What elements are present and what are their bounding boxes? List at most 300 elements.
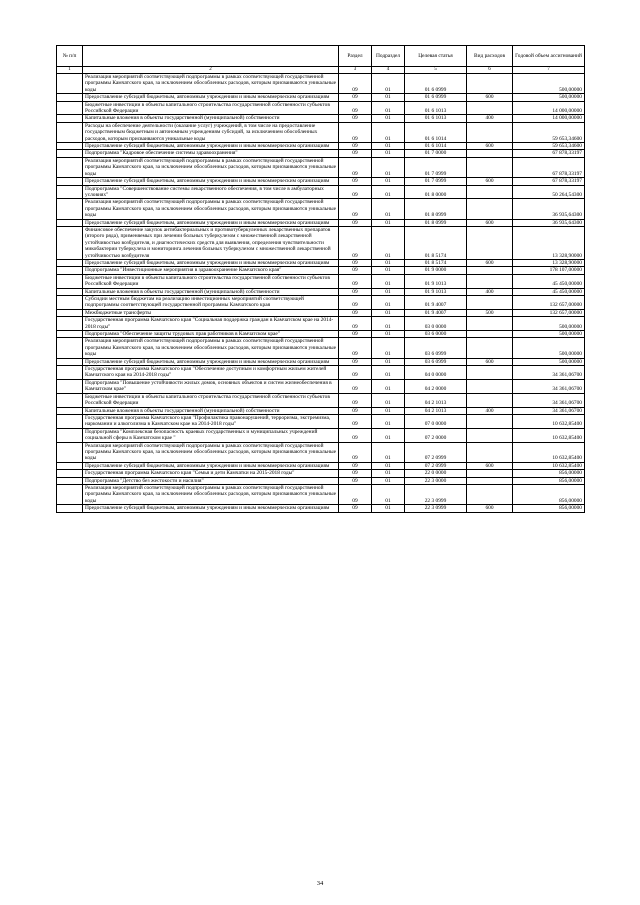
expense-name-cell: Предоставление субсидий бюджетным, автономным учреждениям и иным некоммерческим организациям (83, 259, 339, 266)
table-row (57, 414, 585, 428)
expense-type-cell (467, 101, 513, 115)
annual-volume-cell: 45 450,00000 (513, 274, 585, 288)
row-number-cell (57, 288, 83, 295)
expense-name-cell: Бюджетные инвестиции в объекты капитального строительства государственной собственности субъектов Российской Федерации (83, 101, 339, 115)
col-header-expense-type: Вид расходов (467, 46, 513, 67)
podrazdel-cell: 01 (372, 462, 405, 469)
podrazdel-cell: 01 (372, 157, 405, 177)
expense-name-cell: Реализация мероприятий соответствующей подпрограммы в рамках соответствующей государственной программы Камчатского края, за исключением обособленных расходов, которым присваиваются уникальные коды (83, 442, 339, 462)
expense-name-cell: Предоставление субсидий бюджетным, автономным учреждениям и иным некоммерческим организациям (83, 358, 339, 365)
podrazdel-cell: 01 (372, 94, 405, 101)
row-number-cell (57, 185, 83, 199)
expense-name-cell: Капитальные вложения в объекты государственной (муниципальной) собственности (83, 407, 339, 414)
razdel-cell: 09 (339, 442, 372, 462)
target-article-cell: 03 0 0000 (405, 317, 467, 331)
annual-volume-cell: 500,00000 (513, 331, 585, 338)
annual-volume-cell: 13 328,90000 (513, 226, 585, 259)
razdel-cell: 09 (339, 74, 372, 94)
razdel-cell: 09 (339, 296, 372, 310)
expense-name-cell: Реализация мероприятий соответствующей подпрограммы в рамках соответствующей государственной программы Камчатского края, за исключением обособленных расходов, которым присваиваются уникальные коды (83, 338, 339, 358)
razdel-cell: 09 (339, 338, 372, 358)
annual-volume-cell: 45 450,00000 (513, 288, 585, 295)
expense-type-cell (467, 157, 513, 177)
expense-name-cell: Бюджетные инвестиции в объекты капитального строительства государственной собственности субъектов Российской Федерации (83, 274, 339, 288)
expense-type-cell (467, 379, 513, 393)
target-article-cell: 01 6 1013 (405, 101, 467, 115)
annual-volume-cell: 14 000,00000 (513, 115, 585, 122)
podrazdel-cell: 01 (372, 185, 405, 199)
expense-type-cell (467, 267, 513, 274)
target-article-cell: 01 7 0000 (405, 150, 467, 157)
table-row (57, 178, 585, 185)
podrazdel-cell: 01 (372, 442, 405, 462)
expense-type-cell (467, 366, 513, 380)
row-number-cell (57, 379, 83, 393)
table-row (57, 74, 585, 94)
razdel-cell: 09 (339, 358, 372, 365)
annual-volume-cell: 34 361,06700 (513, 366, 585, 380)
column-number-row (57, 67, 585, 74)
annual-volume-cell: 10 632,85400 (513, 442, 585, 462)
column-number: 4 (372, 67, 405, 74)
razdel-cell: 09 (339, 505, 372, 512)
razdel-cell: 09 (339, 178, 372, 185)
target-article-cell: 03 6 0999 (405, 358, 467, 365)
row-number-cell (57, 484, 83, 504)
annual-volume-cell: 59 653,34600 (513, 122, 585, 142)
expense-name-cell: Реализация мероприятий соответствующей подпрограммы в рамках соответствующей государственной программы Камчатского края, за исключением обособленных расходов, которым присваиваются уникальные коды (83, 74, 339, 94)
razdel-cell: 09 (339, 428, 372, 442)
podrazdel-cell: 01 (372, 428, 405, 442)
table-row (57, 470, 585, 477)
expense-name-cell: Подпрограмма "Кадровое обеспечение системы здравоохранения" (83, 150, 339, 157)
expense-type-cell (467, 74, 513, 94)
podrazdel-cell: 01 (372, 477, 405, 484)
target-article-cell: 22 3 0999 (405, 505, 467, 512)
row-number-cell (57, 274, 83, 288)
podrazdel-cell: 01 (372, 296, 405, 310)
row-number-cell (57, 115, 83, 122)
target-article-cell: 07 2 0999 (405, 462, 467, 469)
row-number-cell (57, 331, 83, 338)
row-number-cell (57, 414, 83, 428)
annual-volume-cell: 132 657,00000 (513, 309, 585, 316)
target-article-cell: 22 0 0000 (405, 470, 467, 477)
expense-type-cell (467, 122, 513, 142)
row-number-cell (57, 358, 83, 365)
table-row (57, 442, 585, 462)
row-number-cell (57, 428, 83, 442)
target-article-cell: 04 2 0000 (405, 379, 467, 393)
razdel-cell: 09 (339, 219, 372, 226)
podrazdel-cell: 01 (372, 379, 405, 393)
table-row (57, 477, 585, 484)
row-number-cell (57, 199, 83, 219)
expense-name-cell: Расходы на обеспечение деятельности (оказание услуг) учреждений, в том числе на предоставление государственным бюджетным и автономным учреждениям субсидий, за исключением обособленных расходов, которым присваиваются уникальные коды (83, 122, 339, 142)
expense-name-cell: Государственная программа Камчатского края "Профилактика правонарушений, терроризма, экстремизма, наркомании и алкоголизма в Камчатском крае на 2014-2018 годы" (83, 414, 339, 428)
row-number-cell (57, 259, 83, 266)
razdel-cell: 09 (339, 199, 372, 219)
col-header-razdel: Раздел (339, 46, 372, 67)
razdel-cell: 09 (339, 274, 372, 288)
annual-volume-cell: 856,00000 (513, 477, 585, 484)
expense-name-cell: Капитальные вложения в объекты государственной (муниципальной) собственности (83, 288, 339, 295)
table-row (57, 505, 585, 512)
razdel-cell: 09 (339, 115, 372, 122)
expense-name-cell: Государственная программа Камчатского края "Социальная поддержка граждан в Камчатском крае на 2014-2018 годы" (83, 317, 339, 331)
target-article-cell: 01 8 0999 (405, 199, 467, 219)
podrazdel-cell: 01 (372, 259, 405, 266)
expense-type-cell (467, 477, 513, 484)
target-article-cell: 01 9 4007 (405, 296, 467, 310)
annual-volume-cell: 856,00000 (513, 505, 585, 512)
row-number-cell (57, 505, 83, 512)
expense-type-cell: 600 (467, 178, 513, 185)
expense-name-cell: Подпрограмма "Комплексная безопасность краевых государственных и муниципальных учреждений социальной сферы в Камчатском крае " (83, 428, 339, 442)
table-row (57, 143, 585, 150)
target-article-cell: 01 8 0999 (405, 219, 467, 226)
podrazdel-cell: 01 (372, 219, 405, 226)
expense-name-cell: Предоставление субсидий бюджетным, автономным учреждениям и иным некоммерческим организациям (83, 462, 339, 469)
table-row (57, 462, 585, 469)
podrazdel-cell: 01 (372, 74, 405, 94)
podrazdel-cell: 01 (372, 317, 405, 331)
annual-volume-cell: 67 878,33197 (513, 178, 585, 185)
expense-name-cell: Государственная программа Камчатского края "Семья и дети Камчатки на 2015-2018 годы" (83, 470, 339, 477)
expense-name-cell: Реализация мероприятий соответствующей подпрограммы в рамках соответствующей государственной программы Камчатского края, за исключением обособленных расходов, которым присваиваются уникальные коды (83, 199, 339, 219)
target-article-cell: 01 6 0999 (405, 94, 467, 101)
table-row (57, 309, 585, 316)
razdel-cell: 09 (339, 94, 372, 101)
row-number-cell (57, 226, 83, 259)
podrazdel-cell: 01 (372, 366, 405, 380)
razdel-cell: 09 (339, 185, 372, 199)
page-number: 34 (316, 880, 324, 887)
razdel-cell: 09 (339, 331, 372, 338)
expense-type-cell (467, 442, 513, 462)
expense-name-cell: Подпрограмма "Инвестиционные мероприятия в здравоохранение Камчатского края" (83, 267, 339, 274)
target-article-cell: 01 7 0999 (405, 178, 467, 185)
target-article-cell: 03 6 0999 (405, 338, 467, 358)
annual-volume-cell: 500,00000 (513, 358, 585, 365)
expense-type-cell (467, 393, 513, 407)
row-number-cell (57, 219, 83, 226)
razdel-cell: 09 (339, 226, 372, 259)
annual-volume-cell: 500,00000 (513, 74, 585, 94)
table-row (57, 317, 585, 331)
annual-volume-cell: 67 878,33197 (513, 150, 585, 157)
row-number-cell (57, 296, 83, 310)
expense-name-cell: Подпрограмма "Обеспечение защиты трудовых прав работников в Камчатском крае" (83, 331, 339, 338)
target-article-cell: 01 8 5174 (405, 226, 467, 259)
razdel-cell: 09 (339, 407, 372, 414)
annual-volume-cell: 34 361,06700 (513, 393, 585, 407)
row-number-cell (57, 317, 83, 331)
annual-volume-cell: 14 000,00000 (513, 101, 585, 115)
annual-volume-cell: 10 632,85400 (513, 414, 585, 428)
annual-volume-cell: 500,00000 (513, 338, 585, 358)
podrazdel-cell: 01 (372, 309, 405, 316)
expense-name-cell: Подпрограмма "Детство без жестокости и насилия" (83, 477, 339, 484)
razdel-cell: 09 (339, 288, 372, 295)
expense-type-cell: 400 (467, 407, 513, 414)
podrazdel-cell: 01 (372, 331, 405, 338)
razdel-cell: 09 (339, 101, 372, 115)
col-header-annual-volume: Годовой объем ассигнований (513, 46, 585, 67)
expense-name-cell: Бюджетные инвестиции в объекты капитального строительства государственной собственности субъектов Российской Федерации (83, 393, 339, 407)
razdel-cell: 09 (339, 122, 372, 142)
expense-type-cell (467, 199, 513, 219)
podrazdel-cell: 01 (372, 288, 405, 295)
row-number-cell (57, 101, 83, 115)
podrazdel-cell: 01 (372, 358, 405, 365)
row-number-cell (57, 150, 83, 157)
expense-name-cell: Предоставление субсидий бюджетным, автономным учреждениям и иным некоммерческим организациям (83, 505, 339, 512)
table-row (57, 366, 585, 380)
podrazdel-cell: 01 (372, 393, 405, 407)
row-number-cell (57, 157, 83, 177)
expense-type-cell: 600 (467, 358, 513, 365)
expense-type-cell: 600 (467, 143, 513, 150)
annual-volume-cell: 10 632,85400 (513, 462, 585, 469)
table-row (57, 267, 585, 274)
target-article-cell: 07 0 0000 (405, 414, 467, 428)
table-row (57, 338, 585, 358)
razdel-cell: 09 (339, 309, 372, 316)
podrazdel-cell: 01 (372, 122, 405, 142)
row-number-cell (57, 442, 83, 462)
expense-type-cell: 600 (467, 462, 513, 469)
podrazdel-cell: 01 (372, 414, 405, 428)
table-row (57, 157, 585, 177)
expense-type-cell: 500 (467, 309, 513, 316)
target-article-cell: 01 9 1013 (405, 288, 467, 295)
annual-volume-cell: 856,00000 (513, 484, 585, 504)
expense-name-cell: Предоставление субсидий бюджетным, автономным учреждениям и иным некоммерческим организациям (83, 94, 339, 101)
razdel-cell: 09 (339, 267, 372, 274)
row-number-cell (57, 143, 83, 150)
razdel-cell: 09 (339, 484, 372, 504)
expense-type-cell (467, 185, 513, 199)
target-article-cell: 01 6 1013 (405, 115, 467, 122)
expense-type-cell (467, 338, 513, 358)
expense-type-cell: 400 (467, 288, 513, 295)
razdel-cell: 09 (339, 150, 372, 157)
annual-volume-cell: 500,00000 (513, 94, 585, 101)
row-number-cell (57, 462, 83, 469)
row-number-cell (57, 366, 83, 380)
col-header-no: № п/п (57, 46, 83, 67)
target-article-cell: 04 0 0000 (405, 366, 467, 380)
expense-name-cell: Предоставление субсидий бюджетным, автономным учреждениям и иным некоммерческим организациям (83, 178, 339, 185)
podrazdel-cell: 01 (372, 226, 405, 259)
row-number-cell (57, 122, 83, 142)
expense-name-cell: Реализация мероприятий соответствующей подпрограммы в рамках соответствующей государственной программы Камчатского края, за исключением обособленных расходов, которым присваиваются уникальные коды (83, 157, 339, 177)
expense-type-cell: 600 (467, 219, 513, 226)
table-row (57, 150, 585, 157)
razdel-cell: 09 (339, 366, 372, 380)
budget-table-sheet (56, 45, 584, 513)
target-article-cell: 01 9 4007 (405, 309, 467, 316)
target-article-cell: 07 2 0000 (405, 428, 467, 442)
target-article-cell: 04 2 1013 (405, 393, 467, 407)
row-number-cell (57, 393, 83, 407)
expense-name-cell: Капитальные вложения в объекты государственной (муниципальной) собственности (83, 115, 339, 122)
annual-volume-cell: 132 657,00000 (513, 296, 585, 310)
expense-type-cell (467, 317, 513, 331)
target-article-cell: 22 3 0999 (405, 484, 467, 504)
row-number-cell (57, 338, 83, 358)
target-article-cell: 03 6 0000 (405, 331, 467, 338)
podrazdel-cell: 01 (372, 505, 405, 512)
podrazdel-cell: 01 (372, 199, 405, 219)
row-number-cell (57, 267, 83, 274)
column-number: 5 (405, 67, 467, 74)
podrazdel-cell: 01 (372, 267, 405, 274)
col-header-name (83, 46, 339, 67)
col-header-target-article: Целевая статья (405, 46, 467, 67)
expense-name-cell: Финансовое обеспечение закупок антибактериальных и противотуберкулезных лекарственных препаратов (второго ряда), применяемых при лечении больных туберкулезом с множественной лекарственной устойчивостью возбудителя, и диагностических средств для выявления, определения чувствительности микобактерии туберкулеза и мониторинга лечения больных туберкулезом с множественной лекарственной устойчивостью возбудителя (83, 226, 339, 259)
target-article-cell: 01 9 1013 (405, 274, 467, 288)
razdel-cell: 09 (339, 259, 372, 266)
column-number: 7 (513, 67, 585, 74)
row-number-cell (57, 477, 83, 484)
table-row (57, 428, 585, 442)
razdel-cell: 09 (339, 414, 372, 428)
target-article-cell: 01 7 0999 (405, 157, 467, 177)
expense-type-cell (467, 484, 513, 504)
annual-volume-cell: 178 107,00000 (513, 267, 585, 274)
expense-type-cell (467, 274, 513, 288)
expense-name-cell: Государственная программа Камчатского края "Обеспечение доступным и комфортным жильем жителей Камчатского края на 2014-2018 годы" (83, 366, 339, 380)
column-number: 2 (83, 67, 339, 74)
target-article-cell: 07 2 0999 (405, 442, 467, 462)
razdel-cell: 09 (339, 470, 372, 477)
table-row (57, 101, 585, 115)
expense-type-cell (467, 470, 513, 477)
annual-volume-cell: 34 361,06700 (513, 407, 585, 414)
row-number-cell (57, 94, 83, 101)
target-article-cell: 22 3 0000 (405, 477, 467, 484)
table-row (57, 296, 585, 310)
table-row (57, 122, 585, 142)
target-article-cell: 01 6 1014 (405, 143, 467, 150)
expense-type-cell: 600 (467, 94, 513, 101)
target-article-cell: 01 9 0000 (405, 267, 467, 274)
table-row (57, 393, 585, 407)
expense-type-cell: 600 (467, 505, 513, 512)
podrazdel-cell: 01 (372, 274, 405, 288)
column-number: 6 (467, 67, 513, 74)
expense-type-cell (467, 331, 513, 338)
table-row (57, 226, 585, 259)
expense-type-cell (467, 226, 513, 259)
annual-volume-cell: 59 653,34600 (513, 143, 585, 150)
podrazdel-cell: 01 (372, 143, 405, 150)
expense-type-cell (467, 296, 513, 310)
table-row (57, 407, 585, 414)
annual-volume-cell: 34 361,06700 (513, 379, 585, 393)
table-row (57, 94, 585, 101)
table-row (57, 115, 585, 122)
table-row (57, 358, 585, 365)
expense-name-cell: Субсидии местным бюджетам на реализацию инвестиционных мероприятий соответствующей подпрограммы соответствующей государственной программы Камчатского края (83, 296, 339, 310)
annual-volume-cell: 856,00000 (513, 470, 585, 477)
podrazdel-cell: 01 (372, 484, 405, 504)
podrazdel-cell: 01 (372, 338, 405, 358)
razdel-cell: 09 (339, 393, 372, 407)
annual-volume-cell: 36 935,64300 (513, 219, 585, 226)
expense-type-cell (467, 428, 513, 442)
expense-type-cell: 400 (467, 115, 513, 122)
expense-type-cell (467, 414, 513, 428)
expense-type-cell: 600 (467, 259, 513, 266)
expense-name-cell: Подпрограмма "Повышение устойчивости жилых домов, основных объектов и систем жизнеобеспечения в Камчатском крае" (83, 379, 339, 393)
table-row (57, 331, 585, 338)
razdel-cell: 09 (339, 143, 372, 150)
annual-volume-cell: 36 935,64300 (513, 199, 585, 219)
column-number: 3 (339, 67, 372, 74)
target-article-cell: 04 2 1013 (405, 407, 467, 414)
table-row (57, 185, 585, 199)
annual-volume-cell: 50 264,54300 (513, 185, 585, 199)
razdel-cell: 09 (339, 462, 372, 469)
table-body (57, 74, 585, 513)
row-number-cell (57, 470, 83, 477)
target-article-cell: 01 8 5174 (405, 259, 467, 266)
podrazdel-cell: 01 (372, 115, 405, 122)
expense-name-cell: Предоставление субсидий бюджетным, автономным учреждениям и иным некоммерческим организациям (83, 143, 339, 150)
target-article-cell: 01 8 0000 (405, 185, 467, 199)
row-number-cell (57, 178, 83, 185)
annual-volume-cell: 67 878,33197 (513, 157, 585, 177)
table-row (57, 199, 585, 219)
expense-name-cell: Подпрограмма "Совершенствование системы лекарственного обеспечения, в том числе в амбулаторных условиях" (83, 185, 339, 199)
row-number-cell (57, 74, 83, 94)
podrazdel-cell: 01 (372, 101, 405, 115)
row-number-cell (57, 407, 83, 414)
table-row (57, 274, 585, 288)
annual-volume-cell: 13 328,90000 (513, 259, 585, 266)
table-row (57, 288, 585, 295)
annual-volume-cell: 500,00000 (513, 317, 585, 331)
table-row (57, 219, 585, 226)
razdel-cell: 09 (339, 477, 372, 484)
podrazdel-cell: 01 (372, 470, 405, 477)
podrazdel-cell: 01 (372, 178, 405, 185)
podrazdel-cell: 01 (372, 150, 405, 157)
expense-name-cell: Реализация мероприятий соответствующей подпрограммы в рамках соответствующей государственной программы Камчатского края, за исключением обособленных расходов, которым присваиваются уникальные коды (83, 484, 339, 504)
podrazdel-cell: 01 (372, 407, 405, 414)
row-number-cell (57, 309, 83, 316)
column-number: 1 (57, 67, 83, 74)
col-header-podrazdel: Подраздел (372, 46, 405, 67)
expense-name-cell: Межбюджетные трансферты (83, 309, 339, 316)
target-article-cell: 01 6 1014 (405, 122, 467, 142)
razdel-cell: 09 (339, 317, 372, 331)
target-article-cell: 01 6 0999 (405, 74, 467, 94)
razdel-cell: 09 (339, 157, 372, 177)
header-row (57, 46, 585, 67)
budget-table (56, 45, 585, 513)
table-row (57, 379, 585, 393)
expense-name-cell: Предоставление субсидий бюджетным, автономным учреждениям и иным некоммерческим организациям (83, 219, 339, 226)
table-row (57, 259, 585, 266)
razdel-cell: 09 (339, 379, 372, 393)
expense-type-cell (467, 150, 513, 157)
table-row (57, 484, 585, 504)
annual-volume-cell: 10 632,85400 (513, 428, 585, 442)
